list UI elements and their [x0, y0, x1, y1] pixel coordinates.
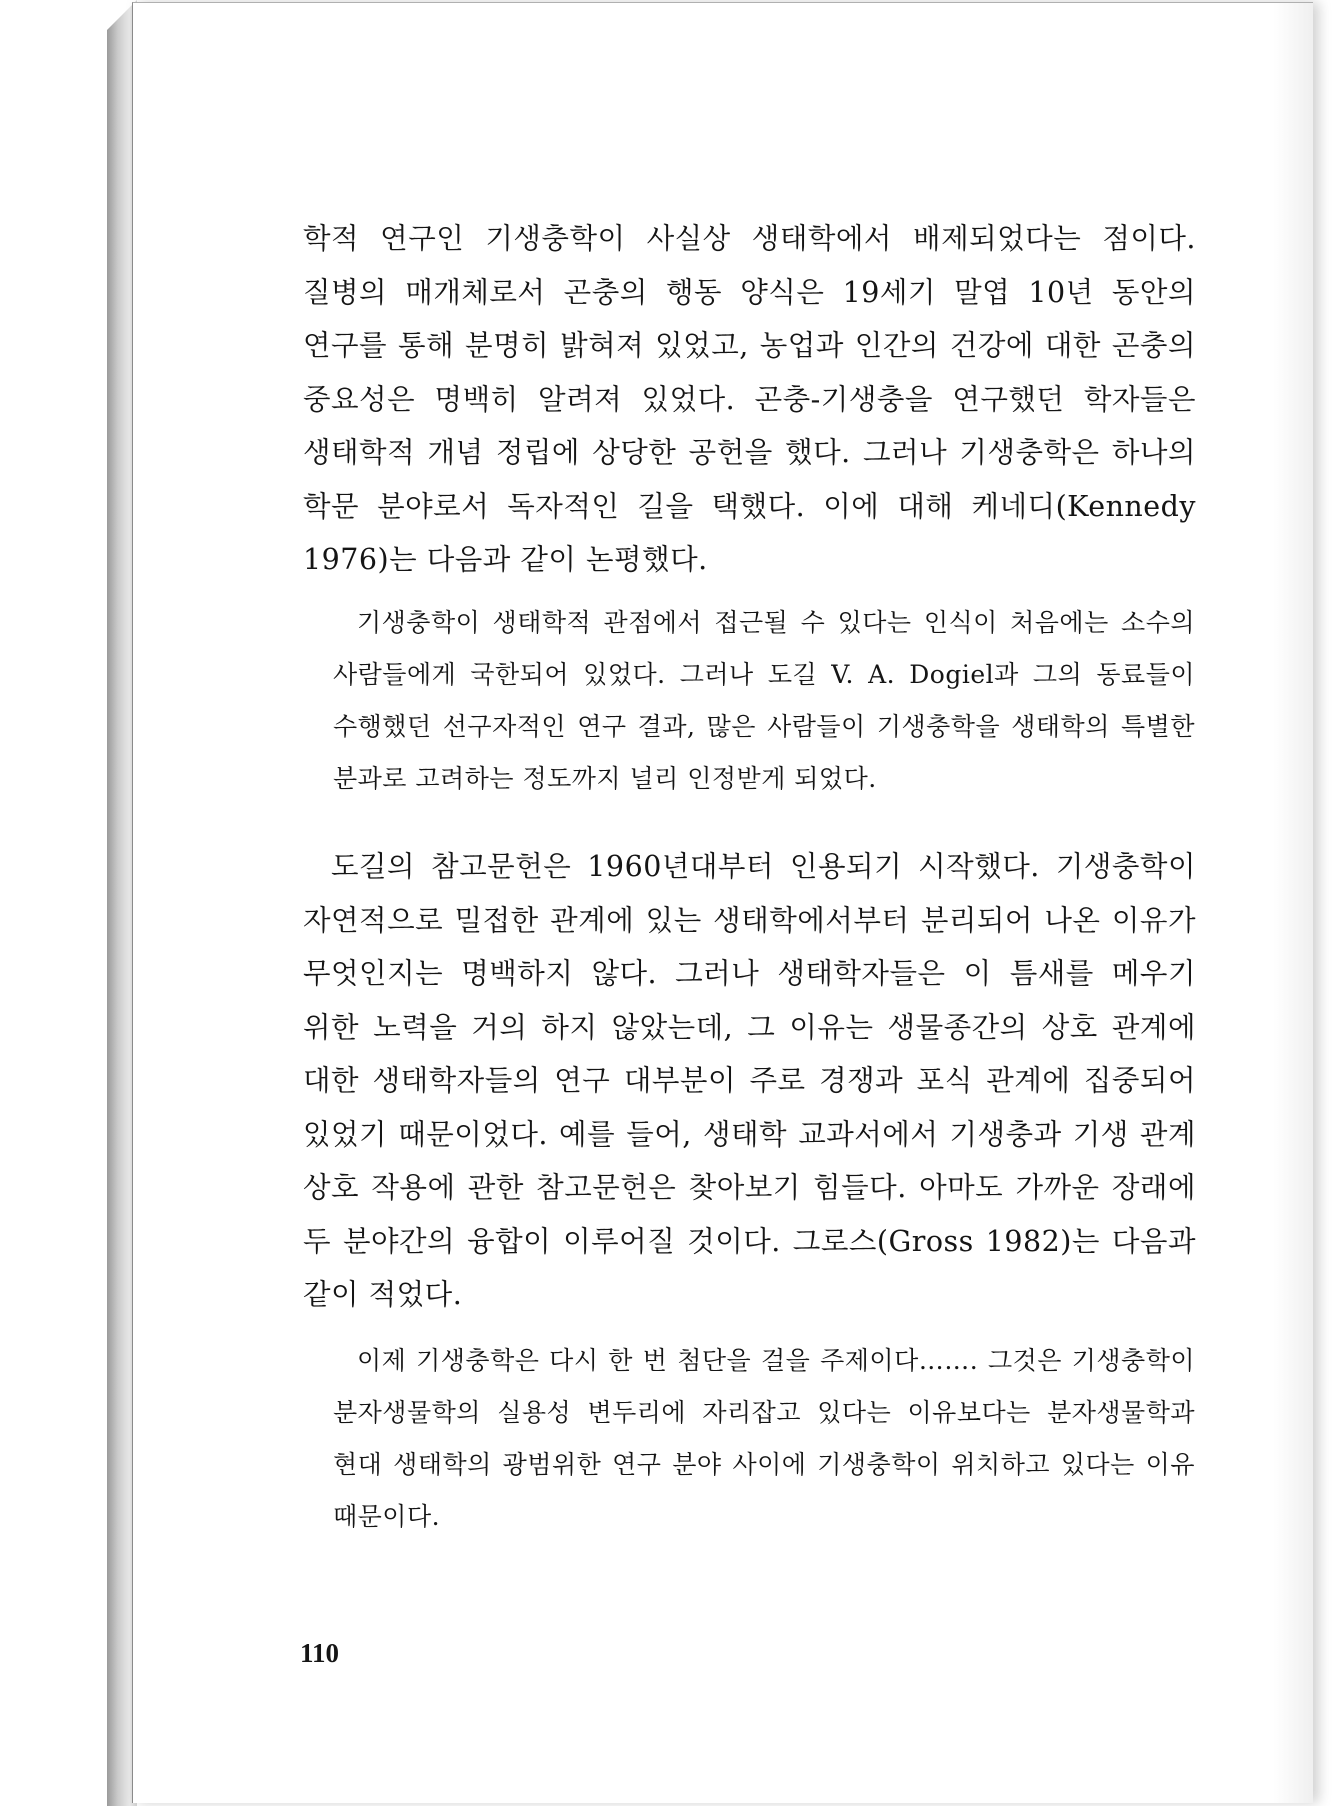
- page-shading: [1273, 3, 1313, 1803]
- body-paragraph-2: 도길의 참고문헌은 1960년대부터 인용되기 시작했다. 기생충학이 자연적으로 밀접한 관계에 있는 생태학에서부터 분리되어 나온 이유가 무엇인지는 명백하지 않다. 그러나 생태학자들은 이 틈새를 메우기 위한 노력을 거의 하지 않았는데, 그 이유는 생물종간의 상호 관계에 대한 생태학자들의 연구 대부분이 주로 경쟁과 포식 관계에 집중되어 있었기 때문이었다. 예를 들어, 생태학 교과서에서 기생충과 기생 관계 상호 작용에 관한 참고문헌은 찾아보기 힘들다. 아마도 가까운 장래에 두 분야간의 융합이 이루어질 것이다. 그로스(Gross 1982)는 다음과 같이 적었다.: [303, 850, 1196, 1311]
- block-quote-1: 기생충학이 생태학적 관점에서 접근될 수 있다는 인식이 처음에는 소수의 사람들에게 국한되어 있었다. 그러나 도길 V. A. Dogiel과 그의 동료들이 수행했던 선구자적인 연구 결과, 많은 사람들이 기생충학을 생태학의 특별한 분과로 고려하는 정도까지 널리 인정받게 되었다.: [333, 608, 1195, 793]
- page-number: 110: [300, 1638, 340, 1668]
- block-quote-2: 이제 기생충학은 다시 한 번 첨단을 걸을 주제이다……. 그것은 기생충학이 분자생물학의 실용성 변두리에 자리잡고 있다는 이유보다는 분자생물학과 현대 생태학의 광범위한 연구 분야 사이에 기생충학이 위치하고 있다는 이유 때문이다.: [333, 1346, 1195, 1531]
- body-paragraph-1: 학적 연구인 기생충학이 사실상 생태학에서 배제되었다는 점이다. 질병의 매개체로서 곤충의 행동 양식은 19세기 말엽 10년 동안의 연구를 통해 분명히 밝혀져 있었고, 농업과 인간의 건강에 대한 곤충의 중요성은 명백히 알려져 있었다. 곤충-기생충을 연구했던 학자들은 생태학적 개념 정립에 상당한 공헌을 했다. 그러나 기생충학은 하나의 학문 분야로서 독자적인 길을 택했다. 이에 대해 케네디(Kennedy 1976)는 다음과 같이 논평했다.: [303, 222, 1196, 576]
